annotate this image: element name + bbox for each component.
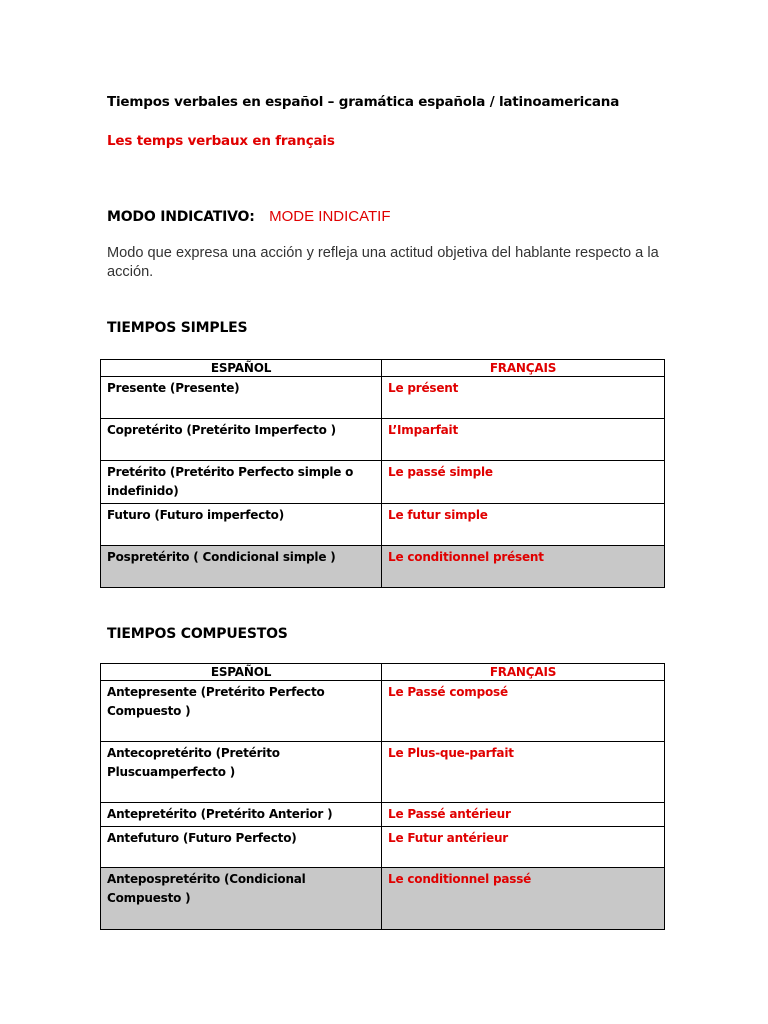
cell-fr: Le conditionnel présent <box>382 546 665 588</box>
table-row <box>101 827 665 868</box>
document-subtitle: Les temps verbaux en français <box>107 133 335 149</box>
compound-tenses-table <box>100 663 665 930</box>
mode-label: MODO INDICATIVO: <box>107 209 255 225</box>
table-row <box>101 742 665 803</box>
section-heading-simple: TIEMPOS SIMPLES <box>107 320 248 336</box>
table-header-row <box>101 360 665 377</box>
table-row <box>101 419 665 461</box>
cell-fr: Le passé simple <box>382 461 665 504</box>
cell-es: Presente (Presente) <box>101 377 382 419</box>
cell-fr: Le Plus-que-parfait <box>382 742 665 803</box>
mode-description: Modo que expresa una acción y refleja una actitud objetiva del hablante respecto a la acción. <box>107 245 659 280</box>
cell-fr: Le Passé antérieur <box>382 803 665 827</box>
cell-fr: Le Futur antérieur <box>382 827 665 868</box>
cell-es: Antepospretérito (Condicional Compuesto ) <box>101 868 382 930</box>
cell-es: Futuro (Futuro imperfecto) <box>101 504 382 546</box>
table-row <box>101 546 665 588</box>
mode-value: MODE INDICATIF <box>269 208 391 225</box>
table-row <box>101 868 665 930</box>
column-header-fr: FRANÇAIS <box>382 360 665 377</box>
table-row <box>101 504 665 546</box>
section-heading-compound: TIEMPOS COMPUESTOS <box>107 626 288 642</box>
table-row <box>101 377 665 419</box>
simple-tenses-table <box>100 359 665 588</box>
table-row <box>101 461 665 504</box>
table-header-row <box>101 664 665 681</box>
column-header-es: ESPAÑOL <box>101 664 382 681</box>
cell-es: Pretérito (Pretérito Perfecto simple o indefinido) <box>101 461 382 504</box>
cell-fr: Le Passé composé <box>382 681 665 742</box>
cell-es: Pospretérito ( Condicional simple ) <box>101 546 382 588</box>
cell-es: Antepresente (Pretérito Perfecto Compuesto ) <box>101 681 382 742</box>
cell-fr: Le conditionnel passé <box>382 868 665 930</box>
table-row <box>101 803 665 827</box>
cell-es: Antecopretérito (Pretérito Pluscuamperfecto ) <box>101 742 382 803</box>
cell-es: Antepretérito (Pretérito Anterior ) <box>101 803 382 827</box>
mode-line <box>107 208 391 226</box>
cell-fr: Le futur simple <box>382 504 665 546</box>
table-row <box>101 681 665 742</box>
cell-fr: L’Imparfait <box>382 419 665 461</box>
cell-es: Copretérito (Pretérito Imperfecto ) <box>101 419 382 461</box>
cell-es: Antefuturo (Futuro Perfecto) <box>101 827 382 868</box>
column-header-fr: FRANÇAIS <box>382 664 665 681</box>
column-header-es: ESPAÑOL <box>101 360 382 377</box>
document-title: Tiempos verbales en español – gramática española / latinoamericana <box>107 94 620 110</box>
cell-fr: Le présent <box>382 377 665 419</box>
